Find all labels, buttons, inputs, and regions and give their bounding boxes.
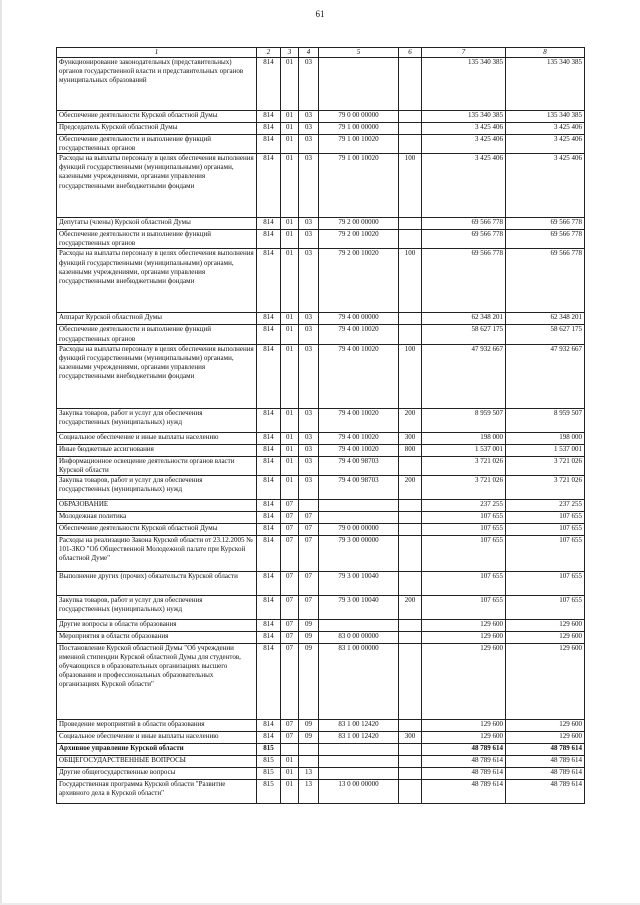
cell-name: ОБЩЕГОСУДАРСТВЕННЫЕ ВОПРОСЫ: [57, 755, 257, 767]
cell-csr: [319, 499, 399, 511]
table-row: [57, 135, 585, 154]
table-row: [57, 643, 585, 719]
cell-name: Закупка товаров, работ и услуг для обеспечения государственных (муниципальных) нужд: [57, 408, 257, 432]
cell-rz: 01: [281, 344, 299, 408]
cell-csr: 79 2 00 00000: [319, 218, 399, 230]
cell-vr: [399, 135, 422, 154]
cell-pr: 03: [299, 475, 319, 499]
cell-sum-2: 48 789 614: [506, 743, 585, 755]
cell-rz: 01: [281, 135, 299, 154]
cell-ved: 814: [257, 432, 281, 444]
cell-vr: [399, 719, 422, 731]
cell-rz: 01: [281, 249, 299, 313]
cell-ved: 814: [257, 344, 281, 408]
cell-vr: [399, 456, 422, 475]
cell-pr: 09: [299, 719, 319, 731]
cell-vr: [399, 313, 422, 325]
table-row: [57, 719, 585, 731]
table-row: [57, 499, 585, 511]
cell-ved: 814: [257, 595, 281, 619]
cell-name: Иные бюджетные ассигнования: [57, 444, 257, 456]
cell-rz: 01: [281, 444, 299, 456]
budget-table: [56, 47, 585, 804]
cell-csr: [319, 755, 399, 767]
table-row: [57, 408, 585, 432]
cell-name: Молодежная политика: [57, 511, 257, 523]
cell-pr: 03: [299, 154, 319, 218]
cell-csr: 79 4 00 10020: [319, 344, 399, 408]
col-header-sum-2: 8: [506, 48, 585, 58]
cell-rz: 07: [281, 511, 299, 523]
cell-sum-2: 3 425 406: [506, 135, 585, 154]
cell-sum-2: 107 655: [506, 571, 585, 595]
col-header-ved: 2: [257, 48, 281, 58]
cell-sum-1: 129 600: [422, 619, 506, 631]
cell-vr: [399, 619, 422, 631]
cell-name: Мероприятия в области образования: [57, 631, 257, 643]
cell-ved: 814: [257, 643, 281, 719]
cell-pr: 09: [299, 643, 319, 719]
cell-vr: [399, 643, 422, 719]
table-row: [57, 743, 585, 755]
cell-sum-2: 8 959 507: [506, 408, 585, 432]
cell-rz: [281, 743, 299, 755]
cell-sum-1: 107 655: [422, 535, 506, 571]
cell-vr: [399, 571, 422, 595]
cell-ved: 814: [257, 499, 281, 511]
cell-ved: 814: [257, 218, 281, 230]
cell-rz: 07: [281, 643, 299, 719]
cell-sum-2: 129 600: [506, 631, 585, 643]
cell-ved: 814: [257, 619, 281, 631]
cell-csr: 79 4 00 10020: [319, 432, 399, 444]
cell-vr: [399, 499, 422, 511]
cell-sum-2: 135 340 385: [506, 58, 585, 111]
cell-ved: 815: [257, 767, 281, 779]
cell-pr: 13: [299, 779, 319, 803]
cell-sum-1: 48 789 614: [422, 767, 506, 779]
table-row: [57, 755, 585, 767]
table-row: [57, 444, 585, 456]
cell-csr: 83 1 00 12420: [319, 731, 399, 743]
cell-vr: 100: [399, 344, 422, 408]
cell-csr: 79 2 00 10020: [319, 249, 399, 313]
cell-csr: 79 0 00 00000: [319, 523, 399, 535]
cell-csr: [319, 619, 399, 631]
table-row: [57, 325, 585, 344]
cell-sum-2: 69 566 778: [506, 230, 585, 249]
cell-sum-1: 3 721 026: [422, 475, 506, 499]
cell-name: Председатель Курской областной Думы: [57, 123, 257, 135]
cell-sum-1: 129 600: [422, 631, 506, 643]
cell-pr: 03: [299, 432, 319, 444]
col-header-sum-1: 7: [422, 48, 506, 58]
cell-sum-2: 129 600: [506, 619, 585, 631]
cell-ved: 814: [257, 408, 281, 432]
cell-csr: [319, 743, 399, 755]
cell-rz: 07: [281, 499, 299, 511]
cell-sum-2: 62 348 201: [506, 313, 585, 325]
col-header-name: 1: [57, 48, 257, 58]
cell-sum-1: 69 566 778: [422, 249, 506, 313]
cell-vr: 300: [399, 432, 422, 444]
table-row: [57, 767, 585, 779]
cell-sum-2: 3 721 026: [506, 456, 585, 475]
table-row: [57, 631, 585, 643]
cell-ved: 814: [257, 631, 281, 643]
cell-name: Государственная программа Курской области "Развитие архивного дела в Курской области": [57, 779, 257, 803]
cell-pr: [299, 743, 319, 755]
cell-sum-2: 129 600: [506, 731, 585, 743]
table-row: [57, 523, 585, 535]
cell-csr: [319, 58, 399, 111]
cell-ved: 814: [257, 249, 281, 313]
cell-ved: 814: [257, 135, 281, 154]
cell-pr: 07: [299, 511, 319, 523]
cell-ved: 814: [257, 58, 281, 111]
cell-rz: 07: [281, 719, 299, 731]
cell-sum-1: 3 425 406: [422, 123, 506, 135]
cell-csr: 79 4 00 10020: [319, 325, 399, 344]
table-row: [57, 595, 585, 619]
cell-ved: 814: [257, 571, 281, 595]
cell-pr: 03: [299, 456, 319, 475]
header-row: [57, 48, 585, 58]
cell-sum-1: 47 932 667: [422, 344, 506, 408]
cell-sum-2: 135 340 385: [506, 111, 585, 123]
cell-sum-2: 58 627 175: [506, 325, 585, 344]
scan-left-edge: [0, 0, 2, 905]
cell-name: Социальное обеспечение и иные выплаты населению: [57, 731, 257, 743]
cell-pr: 03: [299, 230, 319, 249]
cell-pr: [299, 499, 319, 511]
cell-rz: 07: [281, 571, 299, 595]
cell-sum-2: 3 425 406: [506, 154, 585, 218]
cell-vr: [399, 767, 422, 779]
cell-name: Расходы на выплаты персоналу в целях обеспечения выполнения функций государственными (муниципальными) органами, казенными учреждениями, органами управления государственными внебюджетными фондами: [57, 344, 257, 408]
cell-sum-1: 107 655: [422, 571, 506, 595]
cell-rz: 01: [281, 154, 299, 218]
cell-rz: 01: [281, 456, 299, 475]
cell-rz: 07: [281, 731, 299, 743]
cell-sum-2: 107 655: [506, 535, 585, 571]
cell-sum-2: 198 000: [506, 432, 585, 444]
cell-sum-2: 69 566 778: [506, 218, 585, 230]
col-header-pr: 4: [299, 48, 319, 58]
table-row: [57, 313, 585, 325]
cell-name: Закупка товаров, работ и услуг для обеспечения государственных (муниципальных) нужд: [57, 475, 257, 499]
cell-csr: 83 0 00 00000: [319, 631, 399, 643]
cell-pr: 03: [299, 111, 319, 123]
cell-csr: 13 0 00 00000: [319, 779, 399, 803]
cell-name: Депутаты (члены) Курской областной Думы: [57, 218, 257, 230]
cell-pr: 03: [299, 344, 319, 408]
cell-name: Расходы на реализацию Закона Курской области от 23.12.2005 № 101-ЗКО "Об Общественной Молодежной палате при Курской областной Думе": [57, 535, 257, 571]
cell-vr: [399, 218, 422, 230]
cell-sum-1: 129 600: [422, 719, 506, 731]
cell-pr: [299, 755, 319, 767]
cell-pr: 03: [299, 249, 319, 313]
cell-sum-1: 135 340 385: [422, 111, 506, 123]
cell-pr: 07: [299, 523, 319, 535]
cell-name: Другие общегосударственные вопросы: [57, 767, 257, 779]
cell-pr: 07: [299, 571, 319, 595]
table-row: [57, 571, 585, 595]
cell-name: Обеспечение деятельности и выполнение функций государственных органов: [57, 230, 257, 249]
cell-pr: 03: [299, 58, 319, 111]
cell-csr: 79 1 00 00000: [319, 123, 399, 135]
cell-name: Другие вопросы в области образования: [57, 619, 257, 631]
cell-sum-2: 107 655: [506, 511, 585, 523]
cell-rz: 01: [281, 58, 299, 111]
cell-rz: 07: [281, 523, 299, 535]
cell-csr: 79 3 00 10040: [319, 571, 399, 595]
cell-ved: 814: [257, 230, 281, 249]
cell-sum-1: 198 000: [422, 432, 506, 444]
cell-name: Закупка товаров, работ и услуг для обеспечения государственных (муниципальных) нужд: [57, 595, 257, 619]
cell-csr: 83 1 00 12420: [319, 719, 399, 731]
cell-sum-2: 237 255: [506, 499, 585, 511]
cell-ved: 814: [257, 535, 281, 571]
cell-name: Обеспечение деятельности и выполнение функций государственных органов: [57, 325, 257, 344]
table-row: [57, 432, 585, 444]
cell-name: Функционирование законодательных (представительных) органов государственной власти и представительных органов муниципальных образований: [57, 58, 257, 111]
cell-ved: 814: [257, 511, 281, 523]
cell-rz: 07: [281, 535, 299, 571]
cell-sum-2: 107 655: [506, 523, 585, 535]
cell-csr: 79 1 00 10020: [319, 154, 399, 218]
cell-rz: 01: [281, 325, 299, 344]
cell-sum-1: 107 655: [422, 595, 506, 619]
cell-rz: 01: [281, 313, 299, 325]
cell-sum-2: 3 721 026: [506, 475, 585, 499]
cell-csr: 79 1 00 10020: [319, 135, 399, 154]
cell-csr: 79 2 00 10020: [319, 230, 399, 249]
cell-vr: [399, 511, 422, 523]
cell-sum-1: 107 655: [422, 511, 506, 523]
cell-sum-2: 48 789 614: [506, 779, 585, 803]
cell-vr: [399, 755, 422, 767]
cell-vr: 200: [399, 595, 422, 619]
cell-rz: 01: [281, 779, 299, 803]
table-row: [57, 344, 585, 408]
cell-vr: 300: [399, 731, 422, 743]
cell-csr: 79 3 00 00000: [319, 535, 399, 571]
cell-ved: 814: [257, 731, 281, 743]
table-row: [57, 511, 585, 523]
cell-csr: 83 1 00 00000: [319, 643, 399, 719]
table-row: [57, 475, 585, 499]
cell-vr: [399, 535, 422, 571]
cell-rz: 01: [281, 408, 299, 432]
cell-sum-2: 48 789 614: [506, 767, 585, 779]
cell-sum-1: 48 789 614: [422, 779, 506, 803]
cell-csr: [319, 511, 399, 523]
table-row: [57, 218, 585, 230]
cell-ved: 814: [257, 154, 281, 218]
cell-csr: 79 4 00 98703: [319, 456, 399, 475]
cell-pr: 03: [299, 313, 319, 325]
cell-sum-1: 48 789 614: [422, 743, 506, 755]
cell-sum-1: 3 721 026: [422, 456, 506, 475]
cell-sum-1: 69 566 778: [422, 230, 506, 249]
cell-sum-1: 129 600: [422, 643, 506, 719]
cell-vr: [399, 325, 422, 344]
cell-ved: 814: [257, 523, 281, 535]
cell-sum-2: 107 655: [506, 595, 585, 619]
cell-ved: 814: [257, 444, 281, 456]
cell-rz: 01: [281, 475, 299, 499]
table-row: [57, 731, 585, 743]
cell-sum-1: 237 255: [422, 499, 506, 511]
cell-sum-1: 62 348 201: [422, 313, 506, 325]
cell-ved: 814: [257, 313, 281, 325]
table-row: [57, 123, 585, 135]
cell-rz: 01: [281, 218, 299, 230]
cell-sum-1: 58 627 175: [422, 325, 506, 344]
cell-pr: 03: [299, 444, 319, 456]
cell-ved: 815: [257, 743, 281, 755]
cell-name: Информационное освещение деятельности органов власти Курской области: [57, 456, 257, 475]
cell-vr: 100: [399, 154, 422, 218]
cell-vr: [399, 123, 422, 135]
cell-csr: 79 4 00 98703: [319, 475, 399, 499]
table-row: [57, 456, 585, 475]
cell-name: Расходы на выплаты персоналу в целях обеспечения выполнения функций государственными (муниципальными) органами, казенными учреждениями, органами управления государственными внебюджетными фондами: [57, 249, 257, 313]
cell-rz: 07: [281, 619, 299, 631]
cell-pr: 03: [299, 218, 319, 230]
cell-vr: 100: [399, 249, 422, 313]
cell-ved: 814: [257, 719, 281, 731]
table-row: [57, 249, 585, 313]
cell-sum-1: 129 600: [422, 731, 506, 743]
cell-pr: 07: [299, 595, 319, 619]
cell-sum-1: 1 537 001: [422, 444, 506, 456]
cell-rz: 07: [281, 631, 299, 643]
cell-sum-2: 3 425 406: [506, 123, 585, 135]
cell-ved: 815: [257, 779, 281, 803]
cell-name: Обеспечение деятельности Курской областной Думы: [57, 111, 257, 123]
cell-name: Архивное управление Курской области: [57, 743, 257, 755]
cell-pr: 09: [299, 619, 319, 631]
cell-name: Выполнение других (прочих) обязательств Курской области: [57, 571, 257, 595]
table-row: [57, 779, 585, 803]
cell-ved: 814: [257, 111, 281, 123]
cell-vr: [399, 779, 422, 803]
table-row: [57, 619, 585, 631]
cell-sum-1: 3 425 406: [422, 135, 506, 154]
cell-pr: 09: [299, 731, 319, 743]
cell-sum-1: 69 566 778: [422, 218, 506, 230]
cell-vr: [399, 523, 422, 535]
cell-name: Обеспечение деятельности и выполнение функций государственных органов: [57, 135, 257, 154]
cell-ved: 814: [257, 475, 281, 499]
cell-pr: 03: [299, 123, 319, 135]
cell-name: Проведение мероприятий в области образования: [57, 719, 257, 731]
cell-name: Социальное обеспечение и иные выплаты населению: [57, 432, 257, 444]
cell-name: Обеспечение деятельности Курской областной Думы: [57, 523, 257, 535]
cell-pr: 09: [299, 631, 319, 643]
cell-rz: 01: [281, 111, 299, 123]
cell-ved: 815: [257, 755, 281, 767]
cell-vr: [399, 58, 422, 111]
cell-rz: 01: [281, 767, 299, 779]
cell-sum-1: 135 340 385: [422, 58, 506, 111]
cell-vr: [399, 743, 422, 755]
cell-sum-2: 48 789 614: [506, 755, 585, 767]
cell-vr: 200: [399, 475, 422, 499]
col-header-csr: 5: [319, 48, 399, 58]
cell-name: Постановление Курской областной Думы "Об учреждении именной стипендии Курской областной Думы для студентов, обучающихся в образовательных организациях высшего образования и профессиональных образовательных организациях Курской области": [57, 643, 257, 719]
table-row: [57, 535, 585, 571]
cell-pr: 13: [299, 767, 319, 779]
page-number: 61: [315, 9, 325, 19]
cell-ved: 814: [257, 325, 281, 344]
cell-pr: 03: [299, 135, 319, 154]
cell-rz: 01: [281, 432, 299, 444]
cell-sum-2: 129 600: [506, 719, 585, 731]
cell-csr: 79 4 00 10020: [319, 408, 399, 432]
table-row: [57, 154, 585, 218]
cell-sum-1: 3 425 406: [422, 154, 506, 218]
cell-vr: 800: [399, 444, 422, 456]
col-header-rz: 3: [281, 48, 299, 58]
cell-pr: 03: [299, 325, 319, 344]
cell-sum-2: 47 932 667: [506, 344, 585, 408]
table-row: [57, 111, 585, 123]
cell-vr: 200: [399, 408, 422, 432]
cell-sum-1: 48 789 614: [422, 755, 506, 767]
cell-sum-1: 8 959 507: [422, 408, 506, 432]
cell-vr: [399, 111, 422, 123]
cell-name: ОБРАЗОВАНИЕ: [57, 499, 257, 511]
cell-rz: 01: [281, 755, 299, 767]
cell-rz: 07: [281, 595, 299, 619]
cell-sum-1: 107 655: [422, 523, 506, 535]
cell-sum-2: 69 566 778: [506, 249, 585, 313]
cell-ved: 814: [257, 123, 281, 135]
cell-pr: 07: [299, 535, 319, 571]
cell-name: Аппарат Курской областной Думы: [57, 313, 257, 325]
cell-ved: 814: [257, 456, 281, 475]
cell-rz: 01: [281, 230, 299, 249]
cell-name: Расходы на выплаты персоналу в целях обеспечения выполнения функций государственными (муниципальными) органами, казенными учреждениями, органами управления государственными внебюджетными фондами: [57, 154, 257, 218]
cell-sum-2: 1 537 001: [506, 444, 585, 456]
table-row: [57, 230, 585, 249]
cell-sum-2: 129 600: [506, 643, 585, 719]
cell-csr: 79 3 00 10040: [319, 595, 399, 619]
cell-csr: 79 4 00 10020: [319, 444, 399, 456]
cell-csr: 79 0 00 00000: [319, 111, 399, 123]
cell-rz: 01: [281, 123, 299, 135]
cell-vr: [399, 230, 422, 249]
col-header-vr: 6: [399, 48, 422, 58]
cell-vr: [399, 631, 422, 643]
cell-csr: [319, 767, 399, 779]
table-row: [57, 58, 585, 111]
cell-csr: 79 4 00 00000: [319, 313, 399, 325]
cell-pr: 03: [299, 408, 319, 432]
